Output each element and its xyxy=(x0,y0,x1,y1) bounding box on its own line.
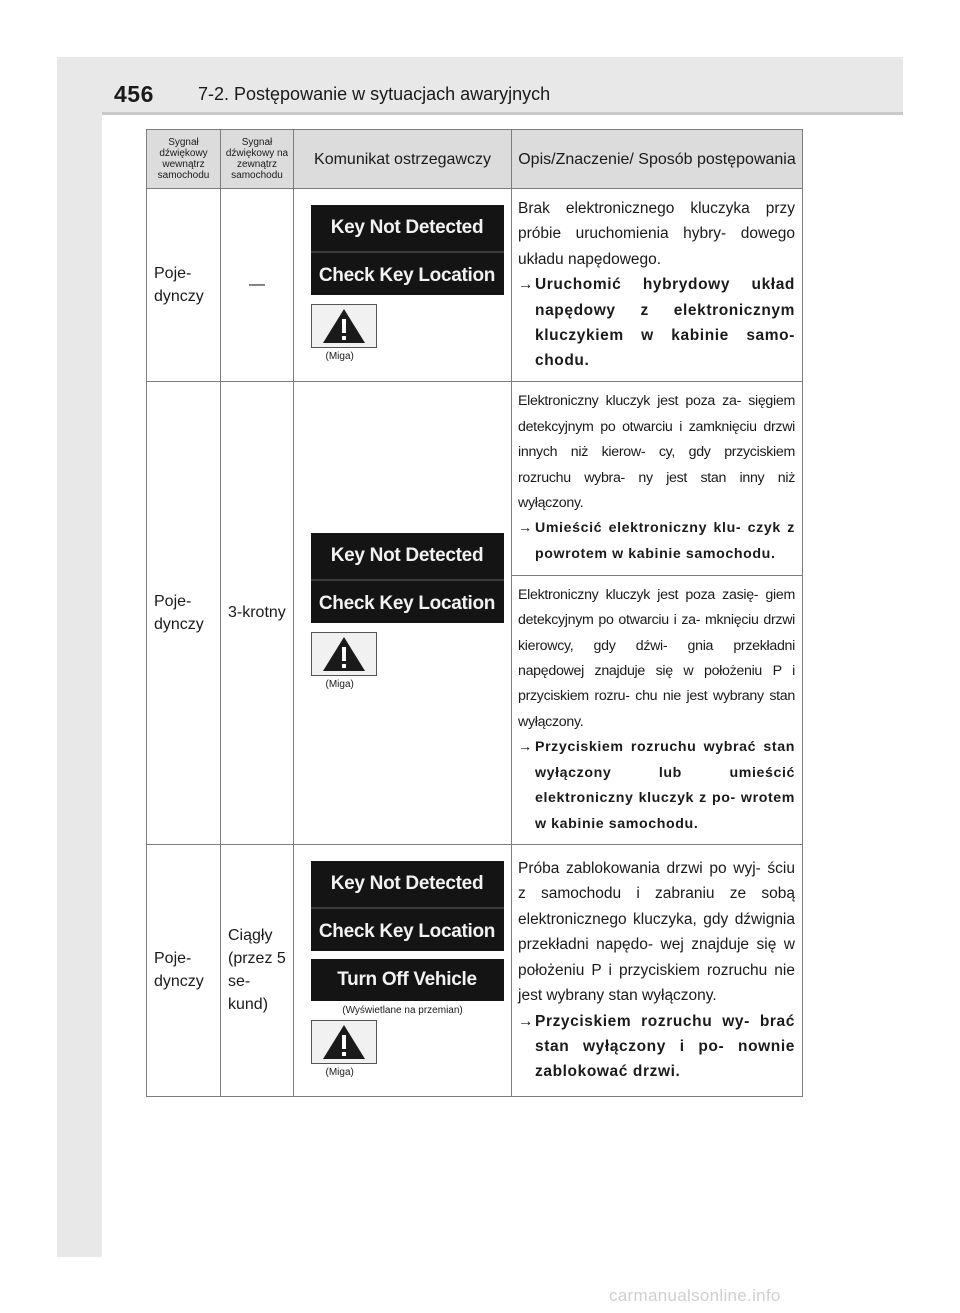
action-line xyxy=(518,735,795,837)
outside-signal: — xyxy=(221,189,294,382)
watermark: carmanualsonline.info xyxy=(609,1286,781,1305)
screen-line: Turn Off Vehicle xyxy=(337,968,477,990)
arrow-icon: → xyxy=(518,1012,534,1030)
description-text: Elektroniczny kluczyk jest poza za- sięgiem detekcyjnym po otwarciu i zamknięciu drzwi innych niż kierow- cy, gdy przyciskiem rozruchu wybra- ny jest stan inny niż wyłączony. xyxy=(518,393,795,512)
screen-line: Key Not Detected xyxy=(311,861,504,909)
warning-triangle-icon xyxy=(311,1020,377,1064)
warning-screen xyxy=(311,205,504,295)
action-text: Przyciskiem rozruchu wy- brać stan wyłączony i po- nownie zablokować drzwi. xyxy=(535,1012,795,1081)
inside-signal: Poje- dynczy xyxy=(147,381,221,844)
warning-screen-alternate xyxy=(311,959,504,1001)
header-inside: Sygnał dźwiękowy wewnątrz samochodu xyxy=(147,130,221,189)
header-rule xyxy=(102,112,903,115)
warning-screen xyxy=(311,861,504,951)
description-cell xyxy=(512,189,803,382)
header-message: Komunikat ostrzegawczy xyxy=(294,130,512,189)
description-text: Próba zablokowania drzwi po wyj- ściu z samochodu i zabraniu ze sobą elektronicznego kluczyka, gdy dźwignia przekładni napędo- wej znajduje się w położeniu P i przyciskiem rozruchu nie jest wybrany stan wyłączony. xyxy=(518,860,795,1005)
description-cell xyxy=(512,844,803,1096)
description-text: Brak elektronicznego kluczyka przy próbie uruchomienia hybry- dowego układu napędowego. xyxy=(518,200,795,268)
warning-screen xyxy=(311,533,504,623)
description-cell xyxy=(512,381,803,575)
action-line xyxy=(518,272,795,374)
screen-line: Check Key Location xyxy=(318,920,496,942)
inside-signal: Poje- dynczy xyxy=(147,189,221,382)
table-row xyxy=(147,844,803,1096)
arrow-icon: → xyxy=(518,520,533,537)
header-outside: Sygnał dźwiękowy na zewnątrz samochodu xyxy=(221,130,294,189)
inside-signal: Poje- dynczy xyxy=(147,844,221,1096)
blink-caption: (Miga) xyxy=(325,679,354,691)
message-cell xyxy=(294,381,512,844)
warning-triangle-icon xyxy=(311,304,377,348)
screen-line: Check Key Location xyxy=(318,265,496,287)
description-text: Elektroniczny kluczyk jest poza zasię- giem detekcyjnym po otwarciu i za- mknięciu drzwi kierowcy, gdy dźwi- gnia przekładni napędowej znajduje się w położeniu P i przyciskiem rozru- chu nie jest wybrany stan wyłączony. xyxy=(518,586,795,730)
action-line xyxy=(518,516,795,567)
page-number: 456 xyxy=(114,81,154,107)
warning-triangle-icon xyxy=(311,632,377,676)
screen-line: Check Key Location xyxy=(318,593,496,615)
side-band xyxy=(57,57,102,1257)
warning-table xyxy=(146,129,803,1097)
action-text: Przyciskiem rozruchu wybrać stan wyłączony lub umieścić elektroniczny kluczyk z po- wrotem w kabinie samochodu. xyxy=(535,739,795,832)
blink-caption: (Miga) xyxy=(325,351,354,363)
message-cell xyxy=(294,189,512,382)
screen-line: Key Not Detected xyxy=(311,205,504,253)
arrow-icon: → xyxy=(518,739,533,756)
table-row xyxy=(147,381,803,575)
action-text: Uruchomić hybrydowy układ napędowy z elektronicznym kluczykiem w kabinie samo- chodu. xyxy=(535,276,795,370)
message-cell xyxy=(294,844,512,1096)
page-header xyxy=(57,57,903,115)
table-header-row xyxy=(147,130,803,189)
header-description: Opis/Znaczenie/ Sposób postępowania xyxy=(512,130,803,189)
action-line xyxy=(518,1009,795,1085)
description-cell xyxy=(512,575,803,844)
table-row xyxy=(147,189,803,382)
alternate-caption: (Wyświetlane na przemian) xyxy=(342,1004,463,1016)
action-text: Umieścić elektroniczny klu- czyk z powrotem w kabinie samochodu. xyxy=(535,520,795,562)
arrow-icon: → xyxy=(518,276,534,294)
outside-signal: Ciągły (przez 5 se- kund) xyxy=(221,844,294,1096)
screen-line: Key Not Detected xyxy=(311,533,504,581)
outside-signal: 3-krotny xyxy=(221,381,294,844)
section-title: 7-2. Postępowanie w sytuacjach awaryjnych xyxy=(198,84,551,104)
blink-caption: (Miga) xyxy=(325,1066,354,1078)
